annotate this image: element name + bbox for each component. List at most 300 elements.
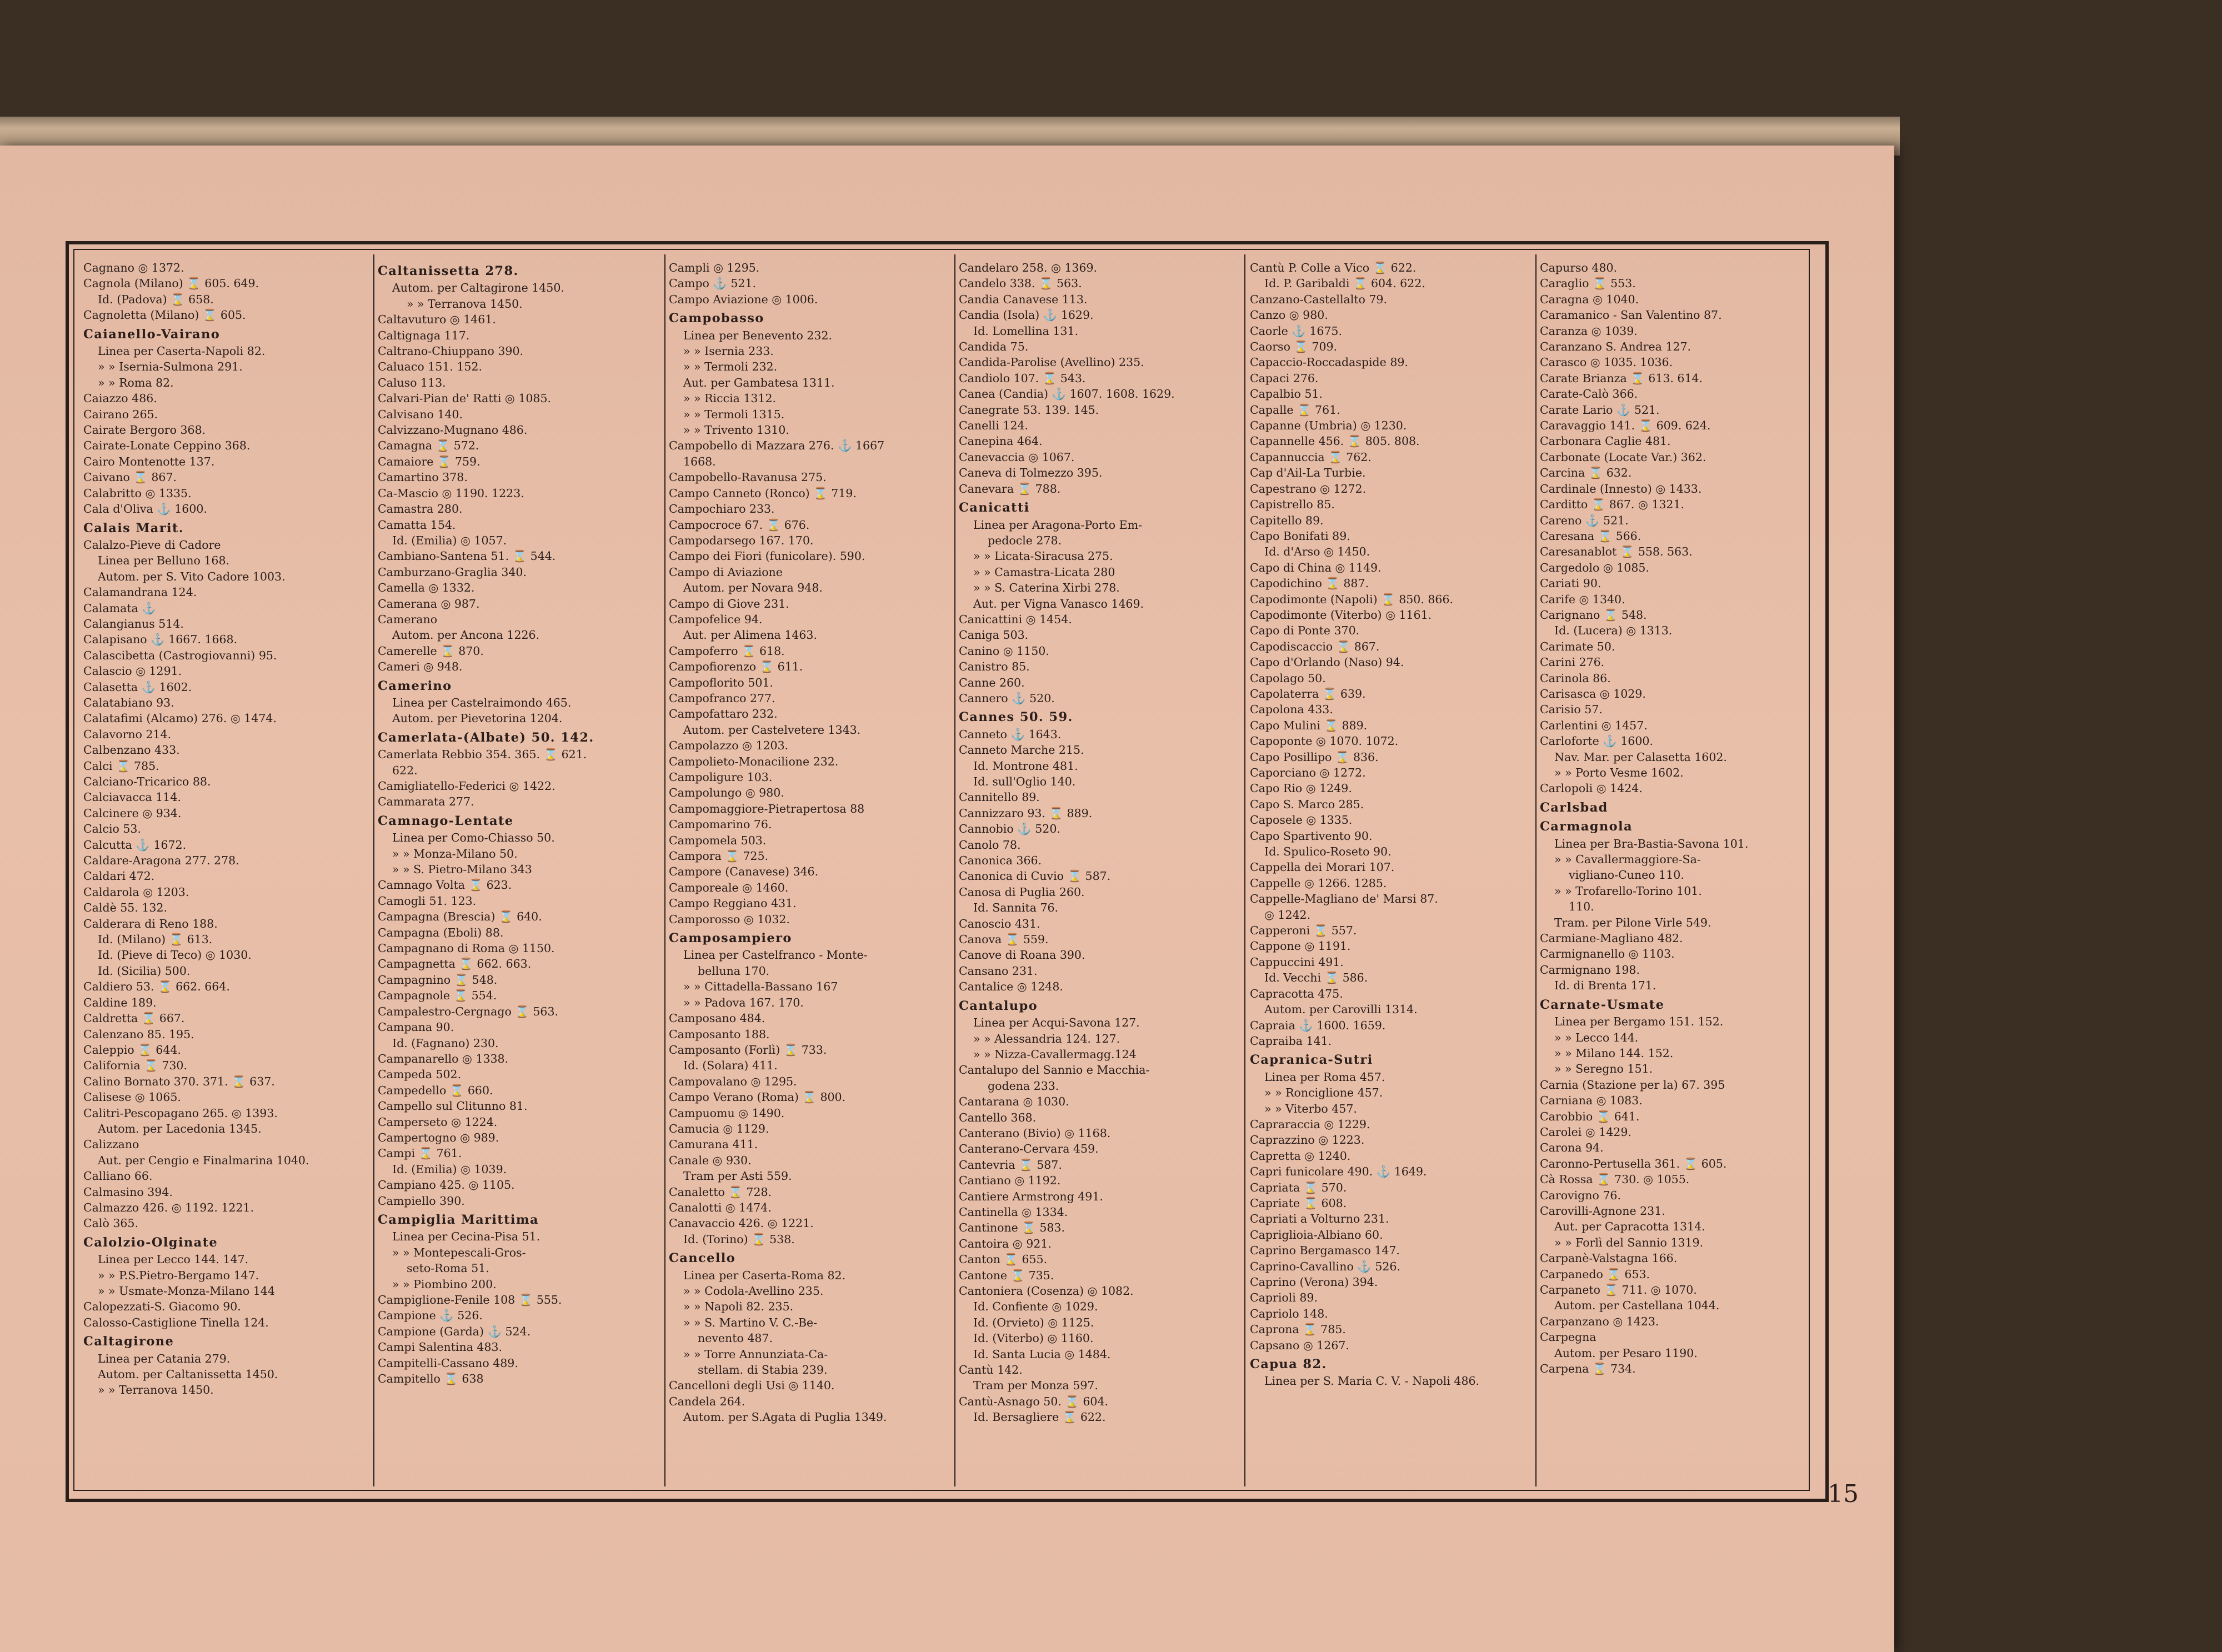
- index-entry: Cantinone ⌛ 583.: [959, 1221, 1065, 1235]
- index-entry: Cagnano ◎ 1372.: [83, 261, 184, 274]
- index-entry: vigliano-Cuneo 110.: [1569, 868, 1684, 882]
- index-entry: Autom. per Pievetorina 1204.: [392, 712, 563, 725]
- index-entry: Autom. per S.Agata di Puglia 1349.: [683, 1410, 887, 1424]
- index-entry: godena 233.: [988, 1079, 1059, 1093]
- index-entry: Camperseto ◎ 1224.: [378, 1115, 498, 1129]
- index-entry: Calalzo-Pieve di Cadore: [83, 538, 221, 552]
- index-entry: Linea per Bra-Bastia-Savona 101.: [1554, 837, 1749, 850]
- index-entry: Id. P. Garibaldi ⌛ 604. 622.: [1264, 277, 1425, 291]
- index-entry: Capsano ◎ 1267.: [1250, 1338, 1349, 1352]
- index-entry: Calisese ◎ 1065.: [83, 1090, 181, 1104]
- index-entry: Carmignano 198.: [1540, 963, 1640, 977]
- index-entry: Camastra 280.: [378, 502, 463, 516]
- index-entry: Cannobio ⚓ 520.: [959, 822, 1060, 836]
- index-entry: Camartino 378.: [378, 470, 468, 484]
- index-entry: Caldiero 53. ⌛ 662. 664.: [83, 980, 230, 994]
- index-entry: Carniana ◎ 1083.: [1540, 1094, 1643, 1108]
- station-heading: Canicatti: [959, 500, 1030, 515]
- index-entry: Id. (Emilia) ◎ 1057.: [392, 533, 507, 547]
- index-entry: » » Torre Annunziata-Ca-: [683, 1347, 828, 1361]
- index-entry: Caravaggio 141. ⌛ 609. 624.: [1540, 419, 1711, 433]
- index-entry: Linea per Bergamo 151. 152.: [1554, 1015, 1724, 1029]
- index-entry: Calcio 53.: [83, 822, 141, 836]
- index-entry: » » Camastra-Licata 280: [973, 565, 1115, 579]
- index-entry: Canea (Candia) ⚓ 1607. 1608. 1629.: [959, 387, 1175, 401]
- index-column-5: [1250, 260, 1530, 1482]
- index-entry: Carditto ⌛ 867. ◎ 1321.: [1540, 498, 1685, 512]
- index-entry: Caldare-Aragona 277. 278.: [83, 854, 239, 868]
- index-entry: Carpanzano ◎ 1423.: [1540, 1314, 1659, 1328]
- index-entry: Caposele ◎ 1335.: [1250, 813, 1353, 827]
- index-entry: Capriati a Volturno 231.: [1250, 1212, 1389, 1226]
- index-entry: Camposano 484.: [669, 1012, 765, 1025]
- index-column-1: [83, 260, 364, 1482]
- index-entry: Campertogno ◎ 989.: [378, 1130, 499, 1144]
- index-entry: Linea per Aragona-Porto Em-: [973, 518, 1142, 532]
- index-entry: » » Napoli 82. 235.: [683, 1300, 794, 1314]
- index-entry: Capistrello 85.: [1250, 498, 1335, 512]
- index-entry: Carate Lario ⚓ 521.: [1540, 403, 1660, 417]
- index-entry: Tram. per Pilone Virle 549.: [1554, 915, 1711, 929]
- index-entry: Campi ⌛ 761.: [378, 1147, 462, 1160]
- column-divider: [664, 254, 665, 1486]
- index-column-3: [669, 260, 949, 1482]
- index-entry: Calderara di Reno 188.: [83, 917, 218, 930]
- index-entry: Calangianus 514.: [83, 617, 184, 630]
- index-entry: Calamandrana 124.: [83, 585, 197, 599]
- index-entry: Capo Bonifati 89.: [1250, 529, 1350, 543]
- index-column-2: [378, 260, 658, 1482]
- index-entry: Carpanedo ⌛ 653.: [1540, 1267, 1650, 1281]
- index-entry: Caldine 189.: [83, 995, 157, 1009]
- index-entry: 622.: [392, 763, 418, 777]
- index-entry: Campomaggiore-Pietrapertosa 88: [669, 802, 865, 815]
- index-entry: Linea per Caserta-Roma 82.: [683, 1268, 846, 1282]
- index-entry: Cantoniera (Cosenza) ◎ 1082.: [959, 1284, 1134, 1298]
- index-entry: Caltignaga 117.: [378, 328, 470, 342]
- index-entry: Capestrano ◎ 1272.: [1250, 482, 1367, 495]
- index-entry: Carasco ◎ 1035. 1036.: [1540, 356, 1673, 369]
- station-heading: Camerino: [378, 678, 452, 693]
- station-heading: Capranica-Sutri: [1250, 1053, 1373, 1068]
- index-entry: Cantevria ⌛ 587.: [959, 1158, 1062, 1172]
- index-entry: Campione ⚓ 526.: [378, 1309, 483, 1323]
- index-entry: Capriglioia-Albiano 60.: [1250, 1228, 1383, 1241]
- index-entry: Capraraccia ◎ 1229.: [1250, 1117, 1370, 1131]
- index-entry: Tram per Monza 597.: [973, 1379, 1098, 1393]
- index-entry: Calenzano 85. 195.: [83, 1027, 194, 1041]
- index-entry: Canton ⌛ 655.: [959, 1253, 1048, 1266]
- index-entry: Campochiaro 233.: [669, 502, 775, 516]
- index-entry: » » S. Caterina Xirbi 278.: [973, 581, 1120, 595]
- index-entry: Capraia ⚓ 1600. 1659.: [1250, 1018, 1386, 1032]
- index-entry: 1668.: [683, 454, 716, 468]
- index-entry: Campoflorito 501.: [669, 675, 773, 689]
- index-entry: Capitello 89.: [1250, 513, 1324, 527]
- index-entry: Linea per Castelraimondo 465.: [392, 695, 572, 709]
- station-heading: Calais Marit.: [83, 520, 184, 535]
- index-entry: » » Trivento 1310.: [683, 423, 789, 437]
- index-entry: Camposanto (Forlì) ⌛ 733.: [669, 1043, 827, 1057]
- station-heading: Camposampiero: [669, 931, 792, 946]
- index-entry: » » Riccia 1312.: [683, 392, 777, 406]
- index-entry: Calò 365.: [83, 1217, 138, 1230]
- index-entry: Camposanto 188.: [669, 1027, 770, 1041]
- index-entry: Linea per Como-Chiasso 50.: [392, 831, 555, 845]
- station-heading: Cannes 50. 59.: [959, 710, 1073, 725]
- index-entry: Carnia (Stazione per la) 67. 395: [1540, 1078, 1725, 1092]
- index-entry: Calliano 66.: [83, 1169, 153, 1183]
- index-entry: Carpanè-Valstagna 166.: [1540, 1251, 1678, 1265]
- index-entry: » » Milano 144. 152.: [1554, 1046, 1674, 1060]
- index-entry: Caniga 503.: [959, 628, 1029, 642]
- index-entry: Cà Rossa ⌛ 730. ◎ 1055.: [1540, 1173, 1690, 1187]
- index-entry: Capodimonte (Napoli) ⌛ 850. 866.: [1250, 592, 1454, 606]
- index-entry: Carlentini ◎ 1457.: [1540, 718, 1648, 732]
- index-entry: Cairate-Lonate Ceppino 368.: [83, 439, 251, 453]
- index-entry: Id. Lomellina 131.: [973, 324, 1079, 338]
- index-entry: Autom. per Castelvetere 1343.: [683, 723, 861, 737]
- index-entry: Id. (Pieve di Teco) ◎ 1030.: [98, 948, 252, 962]
- index-entry: Calapisano ⚓ 1667. 1668.: [83, 633, 238, 647]
- index-entry: Campocroce 67. ⌛ 676.: [669, 518, 810, 532]
- index-entry: Campobello-Ravanusa 275.: [669, 470, 827, 484]
- index-entry: Id. (Padova) ⌛ 658.: [98, 292, 214, 306]
- index-entry: Campomarino 76.: [669, 818, 772, 832]
- index-column-6: [1540, 260, 1820, 1482]
- index-entry: Nav. Mar. per Calasetta 1602.: [1554, 750, 1727, 764]
- index-entry: Cagnola (Milano) ⌛ 605. 649.: [83, 277, 259, 291]
- index-entry: Camerano: [378, 612, 438, 626]
- index-entry: Carobbio ⌛ 641.: [1540, 1109, 1640, 1123]
- index-entry: Campovalano ◎ 1295.: [669, 1074, 797, 1088]
- column-divider: [373, 254, 374, 1486]
- index-entry: Campo Reggiano 431.: [669, 897, 797, 910]
- station-heading: Caianello-Vairano: [83, 327, 221, 342]
- index-entry: Id. (Sicilia) 500.: [98, 964, 191, 978]
- index-entry: Capperoni ⌛ 557.: [1250, 924, 1357, 938]
- index-entry: Linea per S. Maria C. V. - Napoli 486.: [1264, 1374, 1480, 1388]
- index-entry: Canova ⌛ 559.: [959, 933, 1049, 947]
- index-entry: Capaci 276.: [1250, 371, 1319, 385]
- index-entry: Caprazzino ◎ 1223.: [1250, 1133, 1365, 1147]
- index-entry: Capolona 433.: [1250, 703, 1333, 717]
- index-entry: Campana 90.: [378, 1020, 454, 1034]
- index-entry: » » Alessandria 124. 127.: [973, 1032, 1120, 1045]
- index-entry: Cargedolo ◎ 1085.: [1540, 560, 1649, 574]
- index-entry: Caltavuturo ◎ 1461.: [378, 313, 496, 327]
- index-entry: Campalestro-Cergnago ⌛ 563.: [378, 1004, 559, 1018]
- index-entry: Camatta 154.: [378, 518, 456, 532]
- index-entry: Candida-Parolise (Avellino) 235.: [959, 356, 1144, 369]
- index-entry: Calvizzano-Mugnano 486.: [378, 423, 528, 437]
- index-entry: Id. (Lucera) ◎ 1313.: [1554, 624, 1673, 638]
- station-heading: Cantalupo: [959, 998, 1038, 1013]
- index-entry: Capriate ⌛ 608.: [1250, 1196, 1347, 1210]
- index-entry: Tram per Asti 559.: [683, 1169, 792, 1183]
- index-entry: Caragna ◎ 1040.: [1540, 292, 1639, 306]
- index-entry: Canterano (Bivio) ◎ 1168.: [959, 1126, 1111, 1140]
- index-entry: Linea per Lecco 144. 147.: [98, 1253, 249, 1266]
- index-entry: Cambiano-Santena 51. ⌛ 544.: [378, 549, 556, 563]
- index-entry: Camnago Volta ⌛ 623.: [378, 878, 512, 892]
- index-entry: Cantiere Armstrong 491.: [959, 1189, 1103, 1203]
- index-entry: Calopezzati-S. Giacomo 90.: [83, 1300, 241, 1314]
- index-entry: » » Monza-Milano 50.: [392, 847, 518, 860]
- index-entry: Cappella dei Morari 107.: [1250, 860, 1395, 874]
- index-entry: Camporosso ◎ 1032.: [669, 912, 790, 926]
- index-entry: 110.: [1569, 900, 1594, 914]
- index-entry: Campo di Giove 231.: [669, 597, 789, 610]
- index-entry: Campo di Aviazione: [669, 565, 783, 579]
- index-entry: Id. Montrone 481.: [973, 759, 1078, 773]
- index-entry: Autom. per Castellana 1044.: [1554, 1299, 1720, 1313]
- index-entry: Caltrano-Chiuppano 390.: [378, 344, 524, 358]
- station-heading: Carnate-Usmate: [1540, 997, 1665, 1012]
- index-entry: Camerana ◎ 987.: [378, 597, 480, 610]
- index-entry: Capo S. Marco 285.: [1250, 797, 1364, 811]
- index-entry: Cappelle-Magliano de' Marsi 87.: [1250, 892, 1438, 906]
- index-entry: Campello sul Clitunno 81.: [378, 1099, 528, 1113]
- index-entry: Caranza ◎ 1039.: [1540, 324, 1638, 338]
- index-entry: Calvisano 140.: [378, 407, 463, 421]
- index-entry: Capo Spartivento 90.: [1250, 829, 1373, 843]
- index-entry: Autom. per Carovilli 1314.: [1264, 1003, 1418, 1017]
- index-column-4: [959, 260, 1239, 1482]
- index-entry: Autom. per Ancona 1226.: [392, 628, 540, 642]
- index-entry: Canzano-Castellalto 79.: [1250, 292, 1387, 306]
- index-entry: Capurso 480.: [1540, 261, 1618, 274]
- index-entry: Caiazzo 486.: [83, 392, 157, 406]
- index-entry: California ⌛ 730.: [83, 1059, 187, 1073]
- index-entry: Campo Aviazione ◎ 1006.: [669, 292, 818, 306]
- index-entry: » » Usmate-Monza-Milano 144: [98, 1284, 275, 1298]
- index-entry: Campiello 390.: [378, 1194, 465, 1208]
- index-entry: Camerlata Rebbio 354. 365. ⌛ 621.: [378, 748, 587, 762]
- index-entry: Cancelloni degli Usi ◎ 1140.: [669, 1379, 835, 1393]
- index-entry: Campi Salentina 483.: [378, 1340, 503, 1354]
- index-entry: Caorle ⚓ 1675.: [1250, 324, 1342, 338]
- index-entry: Campiano 425. ◎ 1105.: [378, 1178, 515, 1192]
- index-entry: Id. (Orvieto) ◎ 1125.: [973, 1315, 1094, 1329]
- index-entry: Carlopoli ◎ 1424.: [1540, 782, 1643, 795]
- station-heading: Campiglia Marittima: [378, 1212, 539, 1227]
- index-entry: Canaletto ⌛ 728.: [669, 1185, 772, 1199]
- index-entry: » » Termoli 1315.: [683, 407, 785, 421]
- index-entry: Capo Posillipo ⌛ 836.: [1250, 750, 1379, 764]
- index-entry: » » S. Martino V. C.-Be-: [683, 1315, 818, 1329]
- index-entry: Canolo 78.: [959, 838, 1021, 852]
- index-entry: Canalotti ◎ 1474.: [669, 1200, 772, 1214]
- index-entry: Careno ⚓ 521.: [1540, 513, 1629, 527]
- index-entry: Campolieto-Monacilione 232.: [669, 754, 839, 768]
- index-entry: Id. (Emilia) ◎ 1039.: [392, 1162, 507, 1176]
- index-entry: Id. (Milano) ⌛ 613.: [98, 933, 213, 947]
- station-heading: Caltanissetta 278.: [378, 264, 519, 278]
- index-entry: Capo d'Orlando (Naso) 94.: [1250, 655, 1404, 669]
- index-entry: Calascibetta (Castrogiovanni) 95.: [83, 648, 277, 662]
- index-entry: Id. sull'Oglio 140.: [973, 775, 1076, 788]
- index-entry: Calatafimi (Alcamo) 276. ◎ 1474.: [83, 712, 277, 725]
- index-entry: Linea per Castelfranco - Monte-: [683, 948, 868, 962]
- index-entry: Cantalice ◎ 1248.: [959, 980, 1063, 994]
- index-entry: Canavaccio 426. ◎ 1221.: [669, 1217, 814, 1230]
- index-entry: Camurana 411.: [669, 1138, 758, 1152]
- index-entry: Caldretta ⌛ 667.: [83, 1012, 185, 1025]
- index-entry: Cantalupo del Sannio e Macchia-: [959, 1063, 1150, 1077]
- index-entry: Capodiscaccio ⌛ 867.: [1250, 639, 1380, 653]
- index-entry: Carisio 57.: [1540, 703, 1603, 717]
- index-entry: Calbenzano 433.: [83, 743, 180, 757]
- index-entry: Cameri ◎ 948.: [378, 660, 463, 674]
- index-entry: Capanne (Umbria) ◎ 1230.: [1250, 419, 1407, 433]
- index-entry: Canterano-Cervara 459.: [959, 1142, 1099, 1156]
- index-entry: Caldari 472.: [83, 869, 155, 883]
- index-entry: Calavorno 214.: [83, 727, 172, 741]
- station-heading: Carlsbad: [1540, 800, 1608, 815]
- index-entry: Canevara ⌛ 788.: [959, 482, 1061, 495]
- index-entry: Caldè 55. 132.: [83, 901, 167, 915]
- index-entry: Cantinella ◎ 1334.: [959, 1205, 1068, 1219]
- index-entry: Carbonate (Locate Var.) 362.: [1540, 450, 1706, 464]
- index-entry: Cap d'Ail-La Turbie.: [1250, 466, 1366, 480]
- index-entry: Candelaro 258. ◎ 1369.: [959, 261, 1098, 274]
- index-entry: Calamata ⚓: [83, 601, 156, 615]
- index-entry: Cantone ⌛ 735.: [959, 1268, 1054, 1282]
- index-entry: Id. d'Arso ◎ 1450.: [1264, 545, 1370, 559]
- index-entry: » » Licata-Siracusa 275.: [973, 549, 1113, 563]
- index-entry: » » Lecco 144.: [1554, 1030, 1639, 1044]
- index-entry: Caprioli 89.: [1250, 1291, 1318, 1305]
- index-entry: » » Porto Vesme 1602.: [1554, 766, 1684, 779]
- index-entry: Campobello di Mazzara 276. ⚓ 1667: [669, 439, 885, 453]
- index-entry: Cantù 142.: [959, 1363, 1023, 1377]
- index-entry: » » Viterbo 457.: [1264, 1102, 1357, 1115]
- index-entry: Calosso-Castiglione Tinella 124.: [83, 1315, 269, 1329]
- index-entry: Carpena ⌛ 734.: [1540, 1362, 1636, 1376]
- index-entry: Aut. per Alimena 1463.: [683, 628, 817, 642]
- index-entry: » » P.S.Pietro-Bergamo 147.: [98, 1268, 259, 1282]
- index-entry: Caorso ⌛ 709.: [1250, 340, 1338, 354]
- index-entry: Camucia ◎ 1129.: [669, 1122, 769, 1135]
- index-entry: Canonica di Cuvio ⌛ 587.: [959, 869, 1111, 883]
- index-entry: Linea per Benevento 232.: [683, 328, 833, 342]
- index-entry: Cagnoletta (Milano) ⌛ 605.: [83, 308, 246, 322]
- station-heading: Capua 82.: [1250, 1357, 1327, 1372]
- index-entry: Autom. per S. Vito Cadore 1003.: [98, 569, 286, 583]
- index-entry: Cannizzaro 93. ⌛ 889.: [959, 806, 1093, 820]
- index-entry: » » Isernia 233.: [683, 344, 774, 358]
- index-entry: Calcinere ◎ 934.: [83, 806, 182, 820]
- index-entry: Id. Spulico-Roseto 90.: [1264, 845, 1392, 859]
- index-entry: Calascio ◎ 1291.: [83, 664, 182, 678]
- index-entry: Campanarello ◎ 1338.: [378, 1052, 509, 1065]
- index-entry: Capri funicolare 490. ⚓ 1649.: [1250, 1165, 1427, 1179]
- index-entry: Candela 264.: [669, 1394, 745, 1408]
- index-entry: Carinola 86.: [1540, 671, 1611, 685]
- index-entry: Caneva di Tolmezzo 395.: [959, 466, 1103, 480]
- index-entry: » » Nizza-Cavallermagg.124: [973, 1047, 1137, 1061]
- index-entry: Camigliatello-Federici ◎ 1422.: [378, 779, 556, 793]
- index-entry: Campore (Canavese) 346.: [669, 865, 819, 879]
- index-entry: Candia (Isola) ⚓ 1629.: [959, 308, 1094, 322]
- page-number: 15: [1828, 1480, 1859, 1508]
- index-entry: Caporciano ◎ 1272.: [1250, 766, 1366, 779]
- index-entry: Campli ◎ 1295.: [669, 261, 760, 274]
- index-entry: Camella ◎ 1332.: [378, 581, 475, 595]
- index-entry: Linea per Cecina-Pisa 51.: [392, 1230, 541, 1244]
- index-entry: Cariati 90.: [1540, 577, 1602, 590]
- index-entry: Capannuccia ⌛ 762.: [1250, 450, 1372, 464]
- index-entry: Cala d'Oliva ⚓ 1600.: [83, 502, 207, 516]
- index-entry: Caprona ⌛ 785.: [1250, 1323, 1346, 1336]
- index-entry: stellam. di Stabia 239.: [698, 1363, 828, 1377]
- station-heading: Camerlata-(Albate) 50. 142.: [378, 730, 594, 745]
- station-heading: Carmagnola: [1540, 819, 1633, 834]
- index-entry: Calmazzo 426. ◎ 1192. 1221.: [83, 1200, 254, 1214]
- index-entry: Carloforte ⚓ 1600.: [1540, 734, 1653, 748]
- index-entry: Calabritto ◎ 1335.: [83, 486, 192, 500]
- index-entry: Canosa di Puglia 260.: [959, 885, 1085, 899]
- index-entry: Canonica 366.: [959, 854, 1042, 868]
- index-entry: Capriata ⌛ 570.: [1250, 1180, 1347, 1194]
- index-entry: Calciavacca 114.: [83, 790, 181, 804]
- index-entry: Cardinale (Innesto) ◎ 1433.: [1540, 482, 1702, 495]
- index-entry: Campo Verano (Roma) ⌛ 800.: [669, 1090, 846, 1104]
- index-entry: Canino ◎ 1150.: [959, 644, 1049, 658]
- column-divider: [1535, 254, 1537, 1486]
- index-entry: Calcutta ⚓ 1672.: [83, 838, 187, 852]
- index-entry: Capodichino ⌛ 887.: [1250, 577, 1369, 590]
- index-entry: Cantù-Asnago 50. ⌛ 604.: [959, 1394, 1109, 1408]
- station-heading: Cancello: [669, 1251, 736, 1266]
- index-entry: Candelo 338. ⌛ 563.: [959, 277, 1082, 291]
- index-entry: Calasetta ⚓ 1602.: [83, 680, 192, 694]
- index-entry: Carife ◎ 1340.: [1540, 592, 1625, 606]
- index-entry: Carolei ◎ 1429.: [1540, 1125, 1632, 1139]
- index-entry: Aut. per Cengio e Finalmarina 1040.: [98, 1153, 309, 1167]
- index-entry: Capo di Ponte 370.: [1250, 624, 1360, 638]
- index-entry: Linea per Caserta-Napoli 82.: [98, 344, 266, 358]
- index-entry: Calizzano: [83, 1138, 139, 1152]
- index-entry: belluna 170.: [698, 964, 770, 978]
- index-entry: nevento 487.: [698, 1331, 773, 1345]
- index-entry: Campitelli-Cassano 489.: [378, 1356, 518, 1370]
- index-entry: Id. Bersagliere ⌛ 622.: [973, 1410, 1106, 1424]
- station-heading: Calolzio-Olginate: [83, 1235, 218, 1250]
- index-entry: Capalle ⌛ 761.: [1250, 403, 1340, 417]
- index-entry: Linea per Belluno 168.: [98, 554, 230, 568]
- index-entry: » » Isernia-Sulmona 291.: [98, 360, 243, 374]
- index-entry: » » S. Pietro-Milano 343: [392, 863, 532, 877]
- index-entry: Calci ⌛ 785.: [83, 759, 159, 773]
- index-entry: Campagnino ⌛ 548.: [378, 973, 498, 987]
- index-entry: Candida 75.: [959, 340, 1029, 354]
- index-entry: Canne 260.: [959, 675, 1025, 689]
- index-entry: Campiglione-Fenile 108 ⌛ 555.: [378, 1293, 562, 1306]
- index-entry: Autom. per Pesaro 1190.: [1554, 1346, 1698, 1360]
- station-heading: Campobasso: [669, 311, 764, 326]
- index-entry: Canneto ⚓ 1643.: [959, 727, 1062, 741]
- index-entry: Linea per Catania 279.: [98, 1351, 231, 1365]
- index-entry: Capoponte ◎ 1070. 1072.: [1250, 734, 1399, 748]
- index-entry: Campoferro ⌛ 618.: [669, 644, 785, 658]
- index-entry: Capretta ◎ 1240.: [1250, 1149, 1351, 1163]
- index-entry: Capodimonte (Viterbo) ◎ 1161.: [1250, 608, 1432, 622]
- index-entry: Id. (Solara) 411.: [683, 1059, 778, 1073]
- index-entry: Capaccio-Roccadaspide 89.: [1250, 356, 1408, 369]
- column-divider: [954, 254, 955, 1486]
